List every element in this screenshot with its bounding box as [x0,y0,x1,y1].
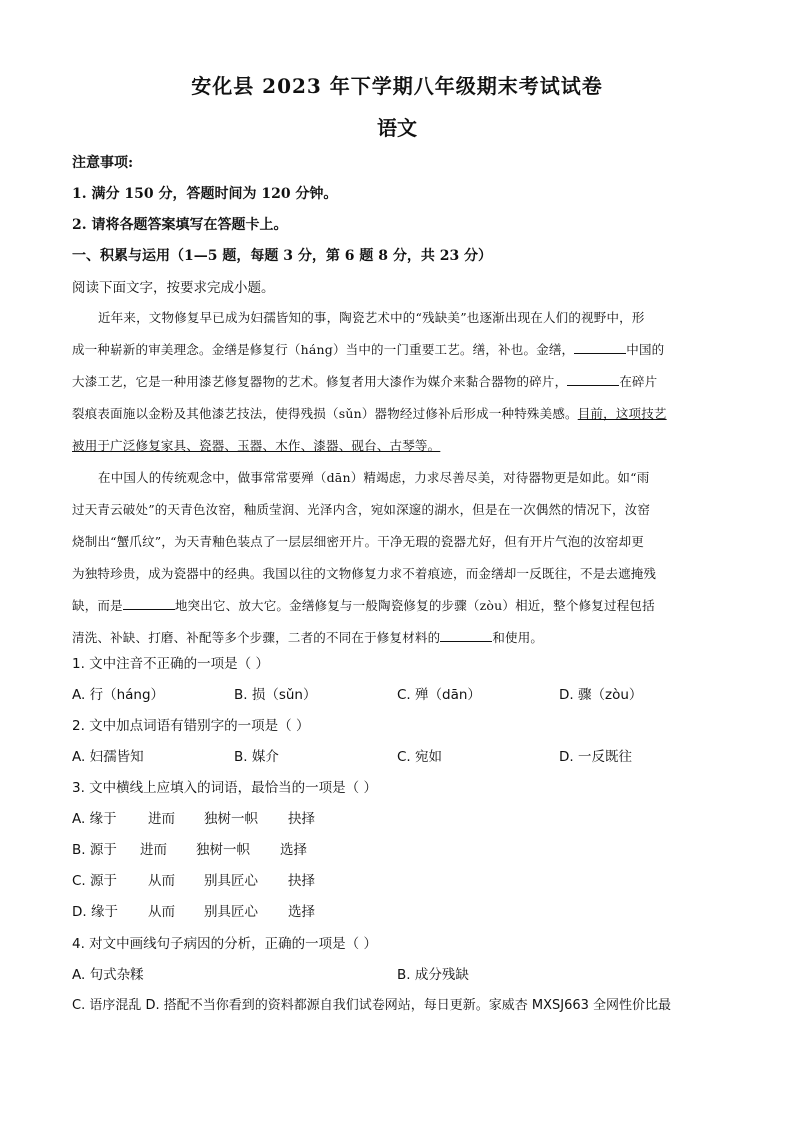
section-instruction: 阅读下面文字，按要求完成小题。 [72,280,275,296]
question-1-option-b[interactable]: B. 损（sǔn） [234,687,317,703]
passage-line [72,404,722,422]
question-1-option-a[interactable]: A. 行（háng） [72,687,165,703]
exam-title: 安化县 2023 年下学期八年级期末考试试卷 [191,74,603,98]
passage-text: 裂痕表面施以金粉及其他漆艺技法，使得残损（sǔn）器物经过修补后形成一种特殊美感。 [72,406,578,421]
option-word: 抉择 [288,811,315,827]
option-word: 抉择 [288,873,315,889]
passage-text: 成一种崭新的审美理念。金缮是修复行（háng）当中的一门重要工艺。缮，补也。金缮， [72,342,575,357]
passage-line [72,372,722,390]
question-4-option-a[interactable]: A. 句式杂糅 [72,967,144,983]
option-word: A. 缘于 [72,811,117,827]
question-1-option-c[interactable]: C. 殚（dān） [397,687,481,703]
option-word: B. 源于 [72,842,117,858]
option-word: 进而 [148,811,175,827]
notice-item-1: 1. 满分 150 分，答题时间为 120 分钟。 [72,186,338,202]
question-1-option-d[interactable]: D. 骤（zòu） [559,687,643,703]
question-4-options-cd[interactable]: C. 语序混乱 D. 搭配不当你看到的资料都源自我们试卷网站，每日更新。家威杏 MXSJ663 全网性价比最 [72,998,672,1013]
question-4-option-b[interactable]: B. 成分残缺 [397,967,469,983]
question-3-option-b[interactable] [72,838,307,858]
passage-line: 在中国人的传统观念中，做事常常要殚（dān）精竭虑，力求尽善尽美，对待器物更是如此。如“雨 [98,470,650,485]
passage-text: 大漆工艺，它是一种用漆艺修复器物的艺术。修复者用大漆作为媒介来黏合器物的碎片， [72,374,568,389]
underlined-sentence: 目前，这项技艺 [577,406,667,421]
option-word: 从而 [148,904,175,920]
fill-blank [567,375,619,386]
passage-line [72,436,722,454]
passage-text: 在碎片 [619,374,658,389]
passage-line [72,628,722,646]
question-2-option-a[interactable]: A. 妇孺皆知 [72,749,144,765]
option-word: 独树一帜 [204,811,258,827]
fill-blank [574,343,626,354]
option-word: 别具匠心 [204,873,258,889]
question-2-stem: 2. 文中加点词语有错别字的一项是（ ） [72,718,310,734]
passage-line: 近年来，文物修复早已成为妇孺皆知的事，陶瓷艺术中的“残缺美”也逐渐出现在人们的视野中，形 [98,310,645,325]
question-2-option-b[interactable]: B. 媒介 [234,749,279,765]
option-word: D. 缘于 [72,904,118,920]
underlined-sentence: 被用于广泛修复家具、瓷器、玉器、木作、漆器、砚台、古琴等。 [72,438,441,453]
section-heading: 一、积累与运用（1—5 题，每题 3 分，第 6 题 8 分，共 23 分） [72,248,493,264]
option-word: 从而 [148,873,175,889]
option-word: 独树一帜 [196,842,250,858]
notice-heading: 注意事项: [72,155,134,171]
passage-text: 和使用。 [492,630,544,645]
question-3-option-d[interactable] [72,900,315,920]
question-3-option-a[interactable] [72,807,315,827]
question-2-option-c[interactable]: C. 宛如 [397,749,443,765]
fill-blank [440,631,492,642]
subject-title: 语文 [377,116,417,140]
passage-line: 烧制出“蟹爪纹”，为天青釉色装点了一层层细密开片。干净无瑕的瓷器尤好，但有开片气泡的汝窑却更 [72,534,644,549]
question-1-stem: 1. 文中注音不正确的一项是（ ） [72,656,269,672]
notice-item-2: 2. 请将各题答案填写在答题卡上。 [72,217,288,233]
question-2-option-d[interactable]: D. 一反既往 [559,749,632,765]
option-word: 选择 [288,904,315,920]
passage-line [72,596,722,614]
passage-text: 中国的 [626,342,665,357]
question-4-stem: 4. 对文中画线句子病因的分析，正确的一项是（ ） [72,936,377,952]
passage-line [72,340,722,358]
option-word: 进而 [140,842,167,858]
fill-blank [123,599,175,610]
passage-line: 为独特珍贵，成为瓷器中的经典。我国以往的文物修复力求不着痕迹，而金缮却一反既往，不是去遮掩残 [72,566,657,581]
question-3-stem: 3. 文中横线上应填入的词语，最恰当的一项是（ ） [72,780,377,796]
option-word: 别具匠心 [204,904,258,920]
option-word: 选择 [280,842,307,858]
passage-line: 过天青云破处”的天青色汝窑，釉质莹润、光泽内含，宛如深邃的湖水，但是在一次偶然的情况下，汝窑 [72,502,651,517]
passage-text: 地突出它、放大它。金缮修复与一般陶瓷修复的步骤（zòu）相近，整个修复过程包括 [174,598,655,613]
passage-text: 清洗、补缺、打磨、补配等多个步骤，二者的不同在于修复材料的 [72,630,441,645]
option-word: C. 源于 [72,873,118,889]
passage-text: 缺，而是 [72,598,123,613]
question-3-option-c[interactable] [72,869,315,889]
